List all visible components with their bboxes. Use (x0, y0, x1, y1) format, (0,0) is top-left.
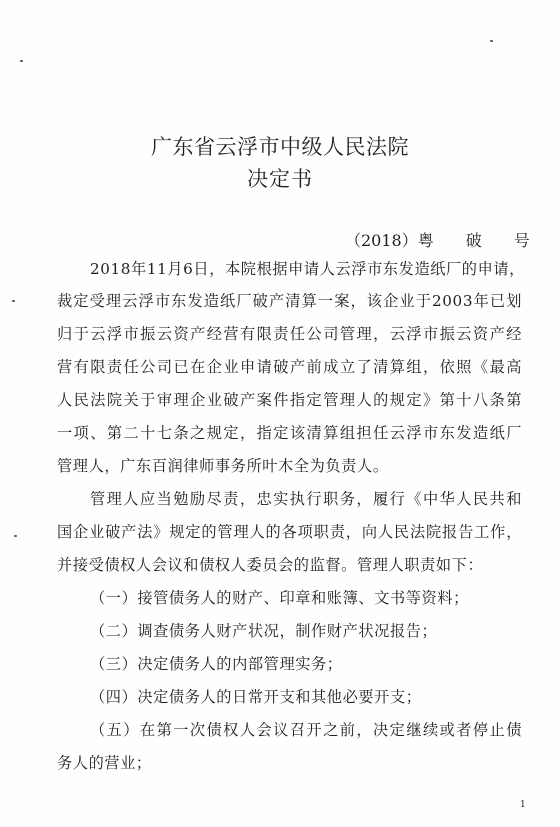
scan-speck (12, 300, 15, 302)
duty-item: （五）在第一次债权人会议召开之前，决定继续或者停止债 (90, 721, 522, 739)
duty-item: （一）接管债务人的财产、印章和账簿、文书等资料； (90, 589, 469, 607)
scan-speck (14, 535, 17, 537)
paragraph2-line: 管理人应当勉励尽责，忠实执行职务，履行《中华人民共和 (90, 490, 522, 508)
page-number: 1 (520, 800, 526, 810)
paragraph1-line: 裁定受理云浮市东发造纸厂破产清算一案，该企业于2003年已划 (57, 292, 522, 310)
paragraph1-line: 2018年11月6日，本院根据申请人云浮市东发造纸厂的申请， (90, 260, 525, 278)
paragraph1-line: 人民法院关于审理企业破产案件指定管理人的规定》第十八条第 (57, 391, 522, 409)
paragraph1-line: 归于云浮市振云资产经营有限责任公司管理，云浮市振云资产经 (57, 325, 522, 343)
paragraph2-line: 国企业破产法》规定的管理人的各项职责，向人民法院报告工作， (57, 523, 522, 541)
case-number: （2018）粤 破 号 (345, 231, 530, 250)
paragraph1-line: 一项、第二十七条之规定，指定该清算组担任云浮市东发造纸厂 (57, 424, 522, 442)
duty-item-continued: 务人的营业； (57, 754, 152, 772)
paragraph1-line: 营有限责任公司已在企业申请破产前成立了清算组，依照《最高 (57, 358, 522, 376)
duty-item: （四）决定债务人的日常开支和其他必要开支； (90, 688, 422, 706)
scan-speck (20, 60, 23, 62)
paragraph2-line: 并接受债权人会议和债权人委员会的监督。管理人职责如下： (57, 556, 484, 574)
duty-item: （三）决定债务人的内部管理实务； (90, 655, 343, 673)
scan-speck (490, 40, 493, 42)
duty-item: （二）调查债务人财产状况，制作财产状况报告； (90, 622, 438, 640)
court-name-heading: 广东省云浮市中级人民法院 (151, 135, 409, 159)
document-type-heading: 决定书 (247, 167, 313, 191)
paragraph1-line: 管理人，广东百润律师事务所叶木全为负责人。 (57, 457, 389, 475)
